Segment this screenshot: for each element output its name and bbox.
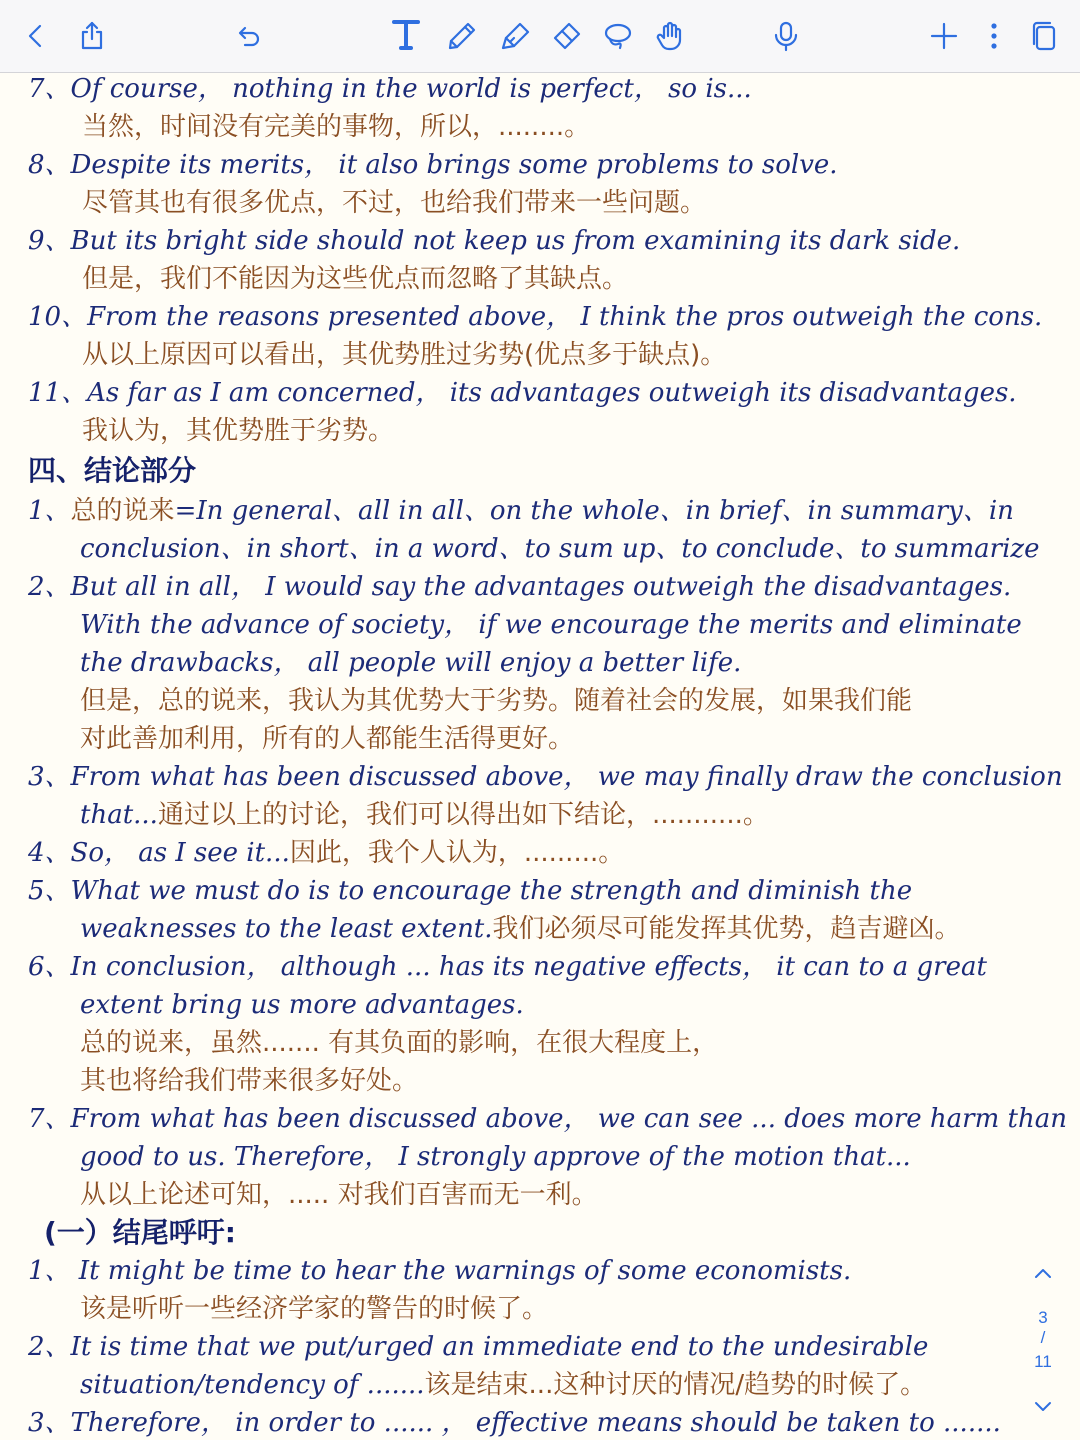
- back-button[interactable]: [14, 14, 58, 58]
- note-line: 从以上原因可以看出，其优势胜过劣势(优点多于缺点)。: [82, 340, 727, 370]
- pen-icon: [446, 20, 478, 52]
- note-chinese-text: 我们必须尽可能发挥其优势，趋吉避凶。: [492, 914, 961, 944]
- note-line: [80, 1366, 1080, 1404]
- note-line: 其也将给我们带来很多好处。: [80, 1066, 419, 1096]
- note-line: 5、What we must do is to encourage the strength and diminish the: [28, 876, 913, 906]
- note-english-text: weaknesses to the least extent.: [80, 914, 493, 944]
- note-line: 3、Therefore， in order to ...... ， effective means should be taken to .......: [28, 1408, 1001, 1438]
- pages-icon: [1028, 20, 1060, 52]
- note-line: 但是，我们不能因为这些优点而忽略了其缺点。: [82, 264, 629, 294]
- note-english-text: =In general、all in all、on the whole、in brief、in summary、in: [174, 496, 1014, 526]
- note-line: 2、But all in all， I would say the advantages outweigh the disadvantages.: [28, 572, 1012, 602]
- note-english-text: situation/tendency of .......: [80, 1370, 425, 1400]
- chevron-up-icon: [1033, 1264, 1053, 1284]
- note-line: 1、 It might be time to hear the warnings of some economists.: [28, 1256, 852, 1286]
- share-button[interactable]: [70, 14, 114, 58]
- note-line: [28, 834, 1080, 872]
- microphone-icon: [770, 20, 802, 52]
- note-line: With the advance of society， if we encourage the merits and eliminate: [80, 610, 1022, 640]
- note-page[interactable]: [0, 72, 1080, 1440]
- undo-icon: [232, 20, 264, 52]
- note-line: 11、As far as I am concerned， its advantages outweigh its disadvantages.: [28, 378, 1017, 408]
- add-icon: [928, 20, 960, 52]
- eraser-icon: [550, 20, 582, 52]
- note-line: 对此善加利用，所有的人都能生活得更好。: [80, 724, 575, 754]
- note-english-text: 4、So， as I see it...: [28, 838, 290, 868]
- note-line: 当然，时间没有完美的事物，所以，........。: [82, 112, 591, 142]
- add-button[interactable]: [922, 14, 966, 58]
- note-line: extent bring us more advantages.: [80, 990, 524, 1020]
- note-line: 尽管其也有很多优点，不过，也给我们带来一些问题。: [82, 188, 707, 218]
- note-line: 10、From the reasons presented above， I think the pros outweigh the cons.: [28, 302, 1043, 332]
- note-line: 但是，总的说来，我认为其优势大于劣势。随着社会的发展，如果我们能: [80, 686, 913, 716]
- note-line: [28, 492, 1080, 530]
- note-line: 7、From what has been discussed above， we can see ... does more harm than: [28, 1104, 1067, 1134]
- current-page-number: 3: [1038, 1308, 1048, 1327]
- eraser-tool-button[interactable]: [544, 14, 588, 58]
- note-line: 总的说来，虽然....... 有其负面的影响，在很大程度上，: [80, 1028, 719, 1058]
- section-heading-closing-appeal: (一）结尾呼吁:: [44, 1216, 236, 1249]
- highlighter-tool-button[interactable]: [494, 14, 538, 58]
- more-icon: [978, 20, 1010, 52]
- note-line: 从以上论述可知，..... 对我们百害而无一利。: [80, 1180, 598, 1210]
- note-line: 6、In conclusion， although ... has its negative effects， it can to a great: [28, 952, 987, 982]
- note-line: 我认为，其优势胜于劣势。: [82, 416, 395, 446]
- note-english-text: that...: [80, 800, 158, 830]
- note-line: [80, 910, 1080, 948]
- note-line: conclusion、in short、in a word、to sum up、to conclude、to summarize: [80, 534, 1040, 564]
- note-line: 3、From what has been discussed above， we may finally draw the conclusion: [28, 762, 1063, 792]
- page-separator: /: [1040, 1328, 1046, 1347]
- note-line: good to us. Therefore， I strongly approve of the motion that...: [80, 1142, 911, 1172]
- note-line: 2、It is time that we put/urged an immediate end to the undesirable: [28, 1332, 929, 1362]
- section-heading-conclusion: 四、结论部分: [28, 454, 197, 487]
- hand-tool-button[interactable]: [648, 14, 692, 58]
- lasso-icon: [602, 20, 634, 52]
- previous-page-button[interactable]: [1033, 1264, 1053, 1284]
- hand-icon: [654, 20, 686, 52]
- microphone-button[interactable]: [764, 14, 808, 58]
- share-icon: [76, 20, 108, 52]
- pen-tool-button[interactable]: [440, 14, 484, 58]
- note-chinese-text: 因此，我个人认为，.........。: [289, 838, 625, 868]
- page-navigator: [1018, 1258, 1068, 1428]
- note-line: the drawbacks， all people will enjoy a better life.: [80, 648, 742, 678]
- note-line: 9、But its bright side should not keep us from examining its dark side.: [28, 226, 961, 256]
- text-tool-icon: [388, 16, 424, 52]
- note-line: 该是听听一些经济学家的警告的时候了。: [80, 1294, 549, 1324]
- lasso-tool-button[interactable]: [596, 14, 640, 58]
- note-number: 1、: [28, 496, 71, 526]
- back-icon: [20, 20, 52, 52]
- chevron-down-icon: [1033, 1396, 1053, 1416]
- note-line: 8、Despite its merits， it also brings some problems to solve.: [28, 150, 838, 180]
- total-pages: 11: [1034, 1352, 1052, 1371]
- next-page-button[interactable]: [1033, 1396, 1053, 1416]
- more-button[interactable]: [972, 14, 1016, 58]
- text-tool-button[interactable]: [384, 12, 428, 56]
- highlighter-icon: [500, 20, 532, 52]
- note-chinese-text: 该是结束...这种讨厌的情况/趋势的时候了。: [424, 1370, 927, 1400]
- note-line: [80, 796, 1080, 834]
- note-chinese-term: 总的说来: [70, 496, 175, 526]
- pages-button[interactable]: [1022, 14, 1066, 58]
- undo-button[interactable]: [226, 14, 270, 58]
- note-chinese-text: 通过以上的讨论，我们可以得出如下结论，...........。: [157, 800, 769, 830]
- note-line: 7、Of course， nothing in the world is perfect， so is...: [28, 74, 752, 104]
- top-toolbar: [0, 0, 1080, 73]
